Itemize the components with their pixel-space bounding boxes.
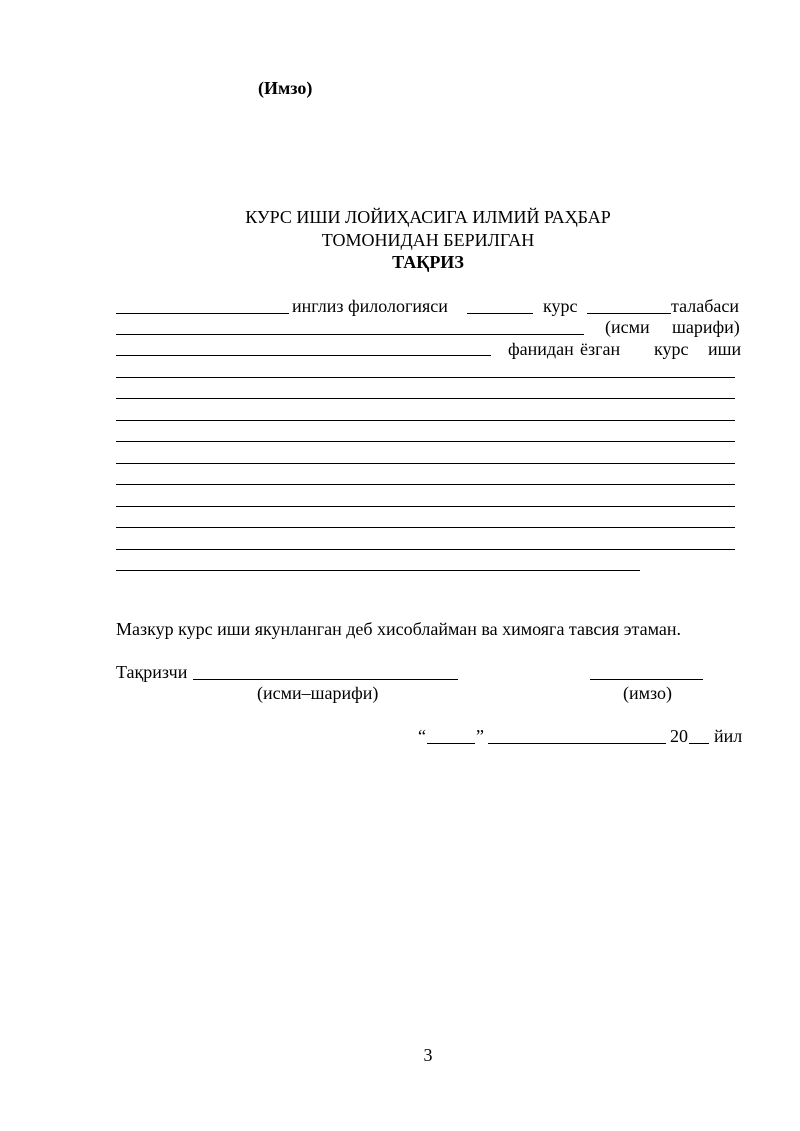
date-year-prefix: 20	[670, 726, 688, 746]
review-blank-line[interactable]	[116, 398, 735, 399]
review-blank-line[interactable]	[116, 420, 735, 421]
reviewer-name-blank[interactable]	[193, 679, 458, 680]
course-work-label-2: иши	[708, 339, 742, 359]
review-blank-line[interactable]	[116, 484, 735, 485]
signature-label: (Имзо)	[258, 78, 313, 98]
review-blank-line[interactable]	[116, 549, 735, 550]
page-number: 3	[423, 1045, 433, 1065]
group-blank[interactable]	[587, 313, 671, 314]
date-day-blank[interactable]	[427, 743, 475, 744]
course-work-label-1: курс	[654, 339, 689, 359]
subject-label: фанидан	[508, 339, 574, 359]
date-year-blank[interactable]	[689, 743, 709, 744]
course-number-blank[interactable]	[467, 313, 533, 314]
date-month-blank[interactable]	[488, 743, 666, 744]
reviewer-signature-blank[interactable]	[590, 679, 703, 680]
document-title: ТАҚРИЗ	[392, 252, 464, 272]
conclusion-text: Мазкур курс иши якунланган деб хисоблайман ва химояга тавсия этаман.	[116, 619, 681, 639]
review-blank-line[interactable]	[116, 570, 640, 571]
date-year-suffix: йил	[714, 726, 743, 746]
subject-blank[interactable]	[116, 355, 491, 356]
review-blank-line[interactable]	[116, 377, 735, 378]
review-blank-line[interactable]	[116, 463, 735, 464]
philology-label: инглиз филологияси	[292, 296, 448, 316]
reviewer-signature-caption: (имзо)	[623, 683, 673, 703]
name-caption-open: (исми	[605, 317, 650, 337]
written-label: ёзган	[580, 339, 621, 359]
student-blank-line[interactable]	[116, 313, 289, 314]
heading-line-2: ТОМОНИДАН БЕРИЛГАН	[321, 230, 535, 250]
heading-line-1: КУРС ИШИ ЛОЙИҲАСИГА ИЛМИЙ РАҲБАР	[245, 207, 611, 227]
review-blank-line[interactable]	[116, 506, 735, 507]
reviewer-name-caption: (исми–шарифи)	[257, 683, 379, 703]
student-name-blank[interactable]	[116, 334, 584, 335]
review-blank-line[interactable]	[116, 441, 735, 442]
name-caption-close: шарифи)	[672, 317, 740, 337]
review-blank-line[interactable]	[116, 527, 735, 528]
reviewer-label: Тақризчи	[116, 662, 188, 682]
student-label: талабаси	[671, 296, 739, 316]
date-open-quote: “	[418, 726, 426, 746]
date-close-quote: ”	[476, 726, 484, 746]
course-label: курс	[543, 296, 578, 316]
